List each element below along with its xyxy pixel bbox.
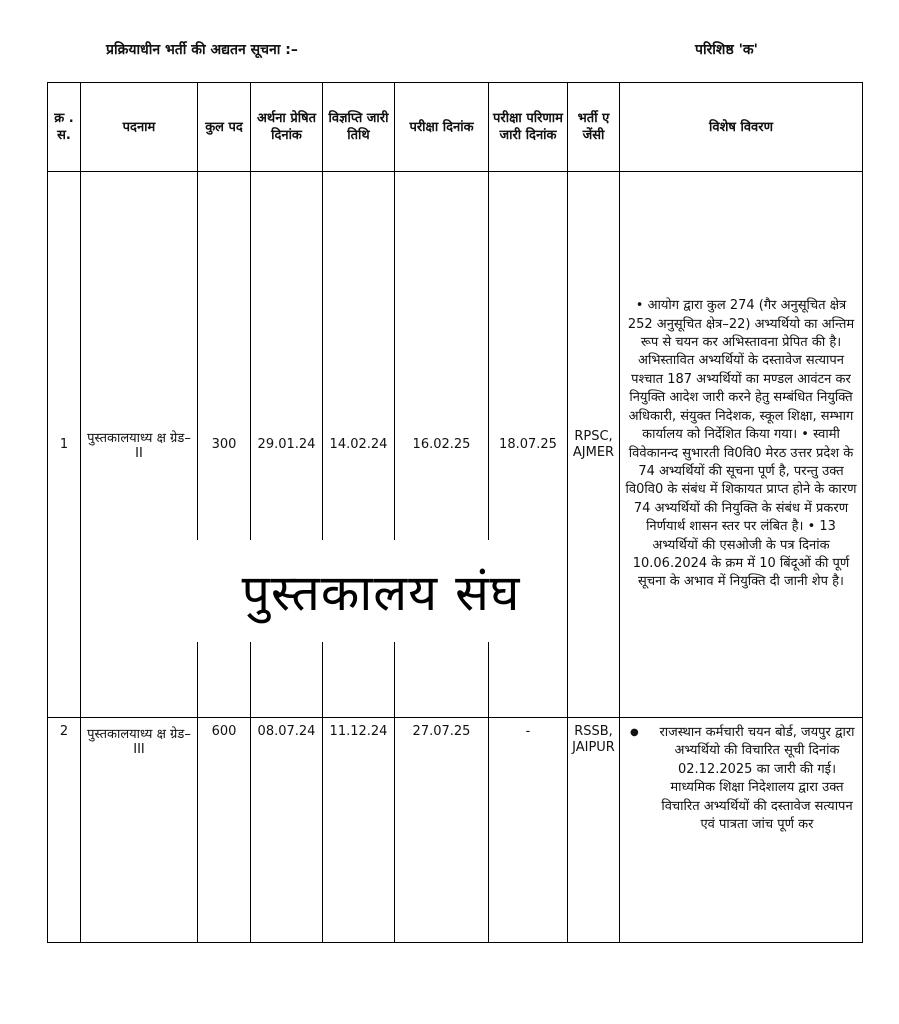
cell-sno: 1 bbox=[48, 172, 81, 718]
cell-total: 300 bbox=[198, 172, 251, 718]
cell-advertisement-date: 14.02.24 bbox=[323, 172, 395, 718]
cell-result-date: - bbox=[489, 718, 568, 943]
cell-exam-date: 27.07.25 bbox=[395, 718, 489, 943]
cell-advertisement-date: 11.12.24 bbox=[323, 718, 395, 943]
watermark: पुस्तकालय संघ bbox=[196, 540, 566, 642]
col-header-total: कुल पद bbox=[198, 83, 251, 172]
col-header-result: परीक्षा परिणाम जारी दिनांक bbox=[489, 83, 568, 172]
cell-details: • आयोग द्वारा कुल 274 (गैर अनुसूचित क्षेत्र 252 अनुसूचित क्षेत्र–22) अभ्यर्थियो का अन्तिम रूप से चयन कर अभिस्तावना प्रेपित की है। अभिस्तावित अभ्यर्थियों के दस्तावेज सत्यापन पश्चात 187 अभ्यर्थियों का मण्डल आवंटन कर नियुक्ति आदेश जारी करने हेतु सम्बंधित नियुक्ति अधिकारी, संयुक्त निदेशक, स्कूल शिक्षा, सम्भाग कार्यालय को निर्देशित किया गया। • स्वामी विवेकानन्द सुभारती वि0वि0 मेरठ उत्तर प्रदेश के 74 अभ्यर्थियों की सूचना पूर्ण है, परन्तु उक्त वि0वि0 के संबंध में शिकायत प्राप्त होने के कारण 74 अभ्यर्थियों की नियुक्ति के संबंध में प्रकरण निर्णयार्थ शासन स्तर पर लंबित है। • 13 अभ्यर्थियों की एसओजी के पत्र दिनांक 10.06.2024 के क्रम में 10 बिंदूओं की पूर्ण सूचना के अभाव में नियुक्ति दी जानी शेप है। bbox=[620, 172, 863, 718]
cell-requisition-date: 08.07.24 bbox=[251, 718, 323, 943]
cell-agency: RSSB, JAIPUR bbox=[568, 718, 620, 943]
cell-requisition-date: 29.01.24 bbox=[251, 172, 323, 718]
details-text: ● राजस्थान कर्मचारी चयन बोर्ड, जयपुर द्वारा अभ्यर्थियो की विचारित सूची दिनांक 02.12.2025 का जारी की गई। माध्यमिक शिक्षा निदेशालय द्वारा उक्त विचारित अभ्यर्थियों की दस्तावेज सत्यापन एवं पात्रता जांच पूर्ण कर bbox=[656, 724, 858, 834]
cell-post: पुस्तकालयाध्य क्ष ग्रेड–II bbox=[81, 172, 198, 718]
page-title: प्रक्रियाधीन भर्ती की अद्यतन सूचना :– bbox=[106, 42, 298, 58]
cell-total: 600 bbox=[198, 718, 251, 943]
table-row bbox=[48, 718, 863, 943]
recruitment-table bbox=[47, 82, 863, 943]
annexure-label: परिशिष्ठ 'क' bbox=[695, 42, 758, 58]
col-header-advertisement: विज्ञप्ति जारी तिथि bbox=[323, 83, 395, 172]
col-header-post: पदनाम bbox=[81, 83, 198, 172]
cell-post: पुस्तकालयाध्य क्ष ग्रेड–III bbox=[81, 718, 198, 943]
col-header-exam: परीक्षा दिनांक bbox=[395, 83, 489, 172]
col-header-sno: क्र . स. bbox=[48, 83, 81, 172]
cell-result-date: 18.07.25 bbox=[489, 172, 568, 718]
cell-sno: 2 bbox=[48, 718, 81, 943]
col-header-details: विशेष विवरण bbox=[620, 83, 863, 172]
col-header-requisition: अर्थना प्रेषित दिनांक bbox=[251, 83, 323, 172]
cell-exam-date: 16.02.25 bbox=[395, 172, 489, 718]
cell-agency: RPSC, AJMER bbox=[568, 172, 620, 718]
cell-details bbox=[620, 718, 863, 943]
col-header-agency: भर्ती ए जेंसी bbox=[568, 83, 620, 172]
table-header-row bbox=[48, 83, 863, 172]
